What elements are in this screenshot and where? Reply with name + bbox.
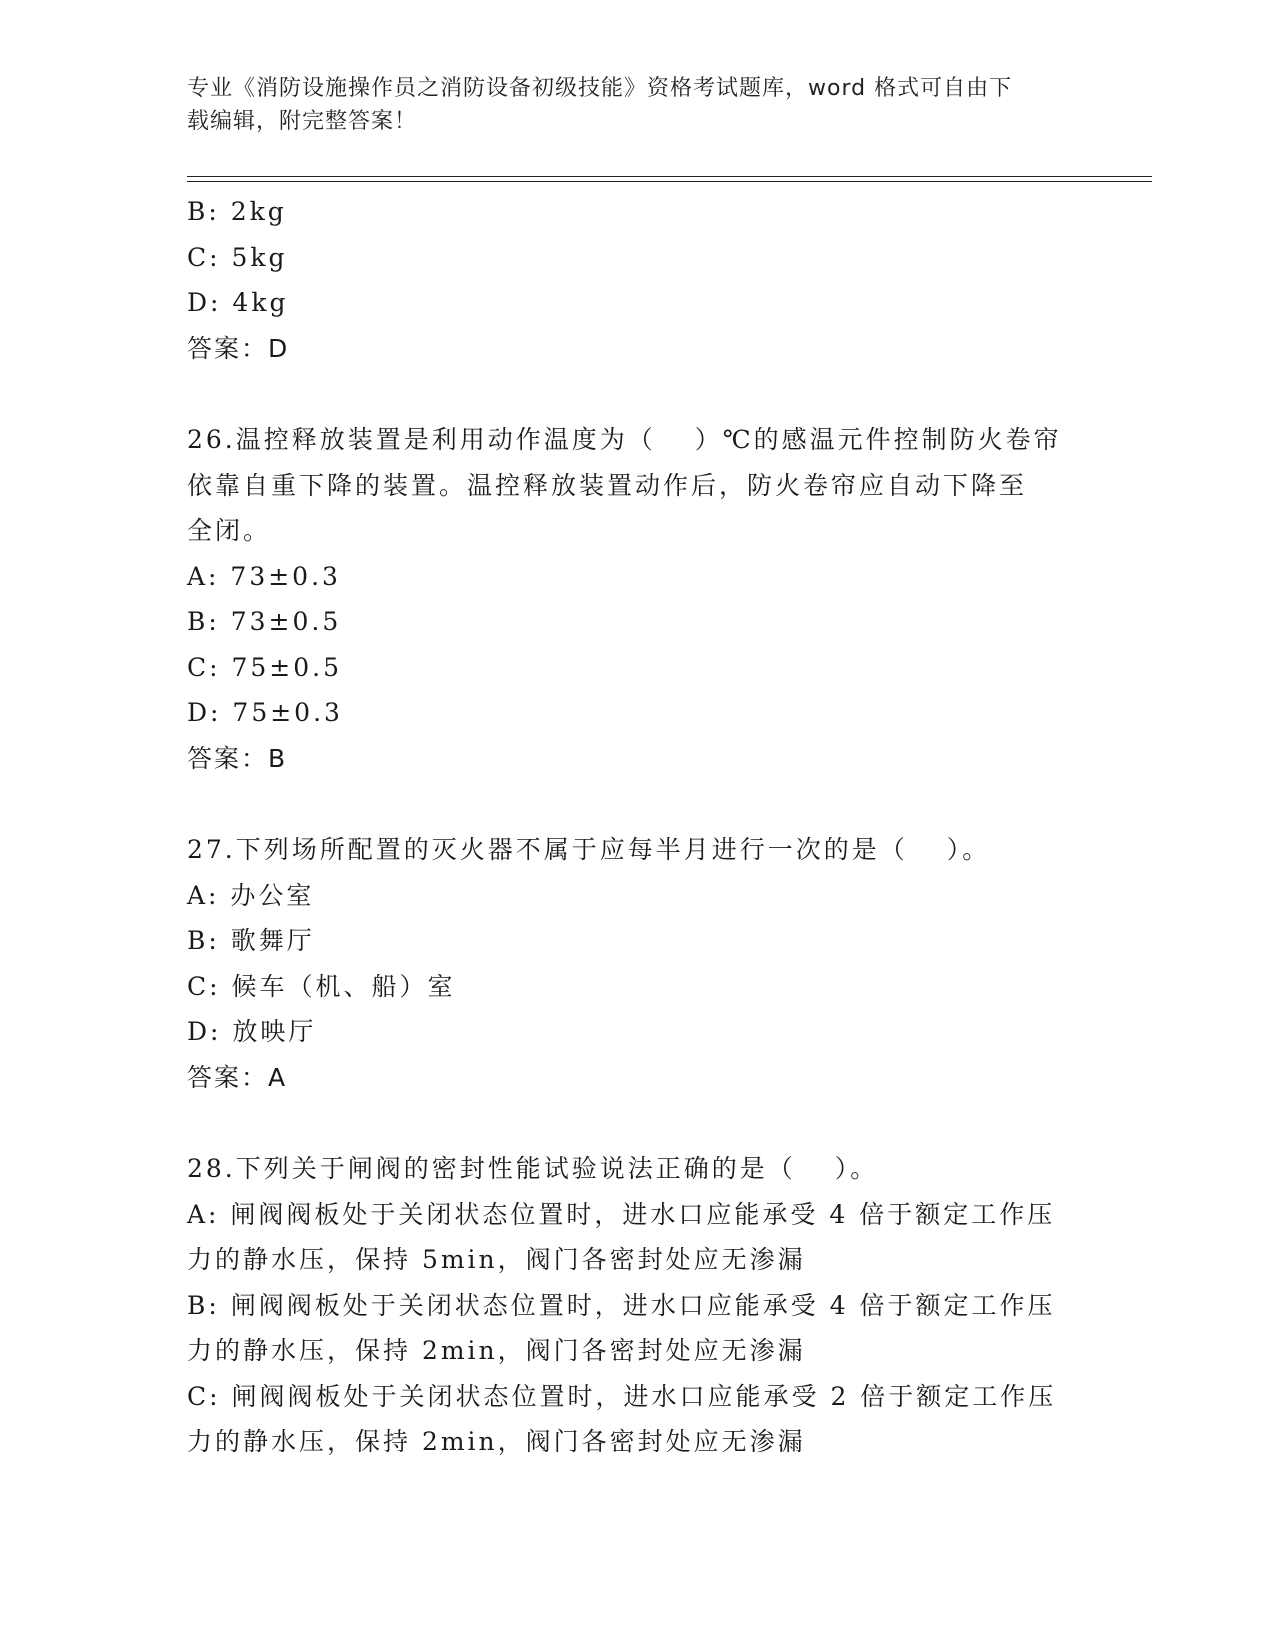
question-26 — [187, 417, 1087, 781]
page-header — [187, 72, 1067, 138]
question-text: 27.下列场所配置的灭火器不属于应每半月进行一次的是（ ）。 — [187, 835, 991, 864]
option-b: B: 闸阀阀板处于关闭状态位置时，进水口应能承受 4 倍于额定工作压 力的静水压，保持 2min，阀门各密封处应无渗漏 — [187, 1290, 1056, 1365]
option-c: C: 候车（机、船）室 — [187, 971, 456, 1001]
header-line-1: 专业《消防设施操作员之消防设备初级技能》资格考试题库，word 格式可自由下 — [187, 76, 1013, 101]
question-27 — [187, 827, 1087, 1100]
spacer — [187, 781, 1087, 827]
option-a: A: 闸阀阀板处于关闭状态位置时，进水口应能承受 4 倍于额定工作压 力的静水压，保持 5min，阀门各密封处应无渗漏 — [187, 1199, 1056, 1274]
option-b: B: 2kg — [187, 197, 287, 226]
spacer — [187, 371, 1087, 417]
question-text: 28.下列关于闸阀的密封性能试验说法正确的是（ ）。 — [187, 1154, 879, 1183]
option-a: A: 73±0.3 — [187, 561, 341, 591]
option-b: B: 歌舞厅 — [187, 926, 315, 955]
option-c: C: 闸阀阀板处于关闭状态位置时，进水口应能承受 2 倍于额定工作压 力的静水压，保持 2min，阀门各密封处应无渗漏 — [187, 1381, 1057, 1456]
option-d: D: 75±0.3 — [187, 698, 343, 727]
answer-line: 答案：B — [187, 743, 288, 773]
question-text: 26.温控释放装置是利用动作温度为（ ）℃的感温元件控制防火卷帘 依靠自重下降的装置。温控释放装置动作后，防火卷帘应自动下降至 全闭。 — [187, 425, 1062, 545]
question-25-continuation — [187, 189, 1087, 371]
document-body — [187, 189, 1087, 1465]
option-d: D: 放映厅 — [187, 1017, 317, 1046]
header-divider — [187, 176, 1152, 182]
option-d: D: 4kg — [187, 288, 289, 317]
option-b: B: 73±0.5 — [187, 607, 342, 636]
header-line-2: 载编辑，附完整答案！ — [187, 109, 418, 134]
spacer — [187, 1100, 1087, 1146]
question-28 — [187, 1146, 1087, 1465]
answer-line: 答案：A — [187, 1062, 288, 1092]
option-c: C: 5kg — [187, 242, 288, 272]
option-a: A: 办公室 — [187, 880, 315, 910]
option-c: C: 75±0.5 — [187, 652, 343, 682]
answer-line: 答案：D — [187, 333, 290, 363]
